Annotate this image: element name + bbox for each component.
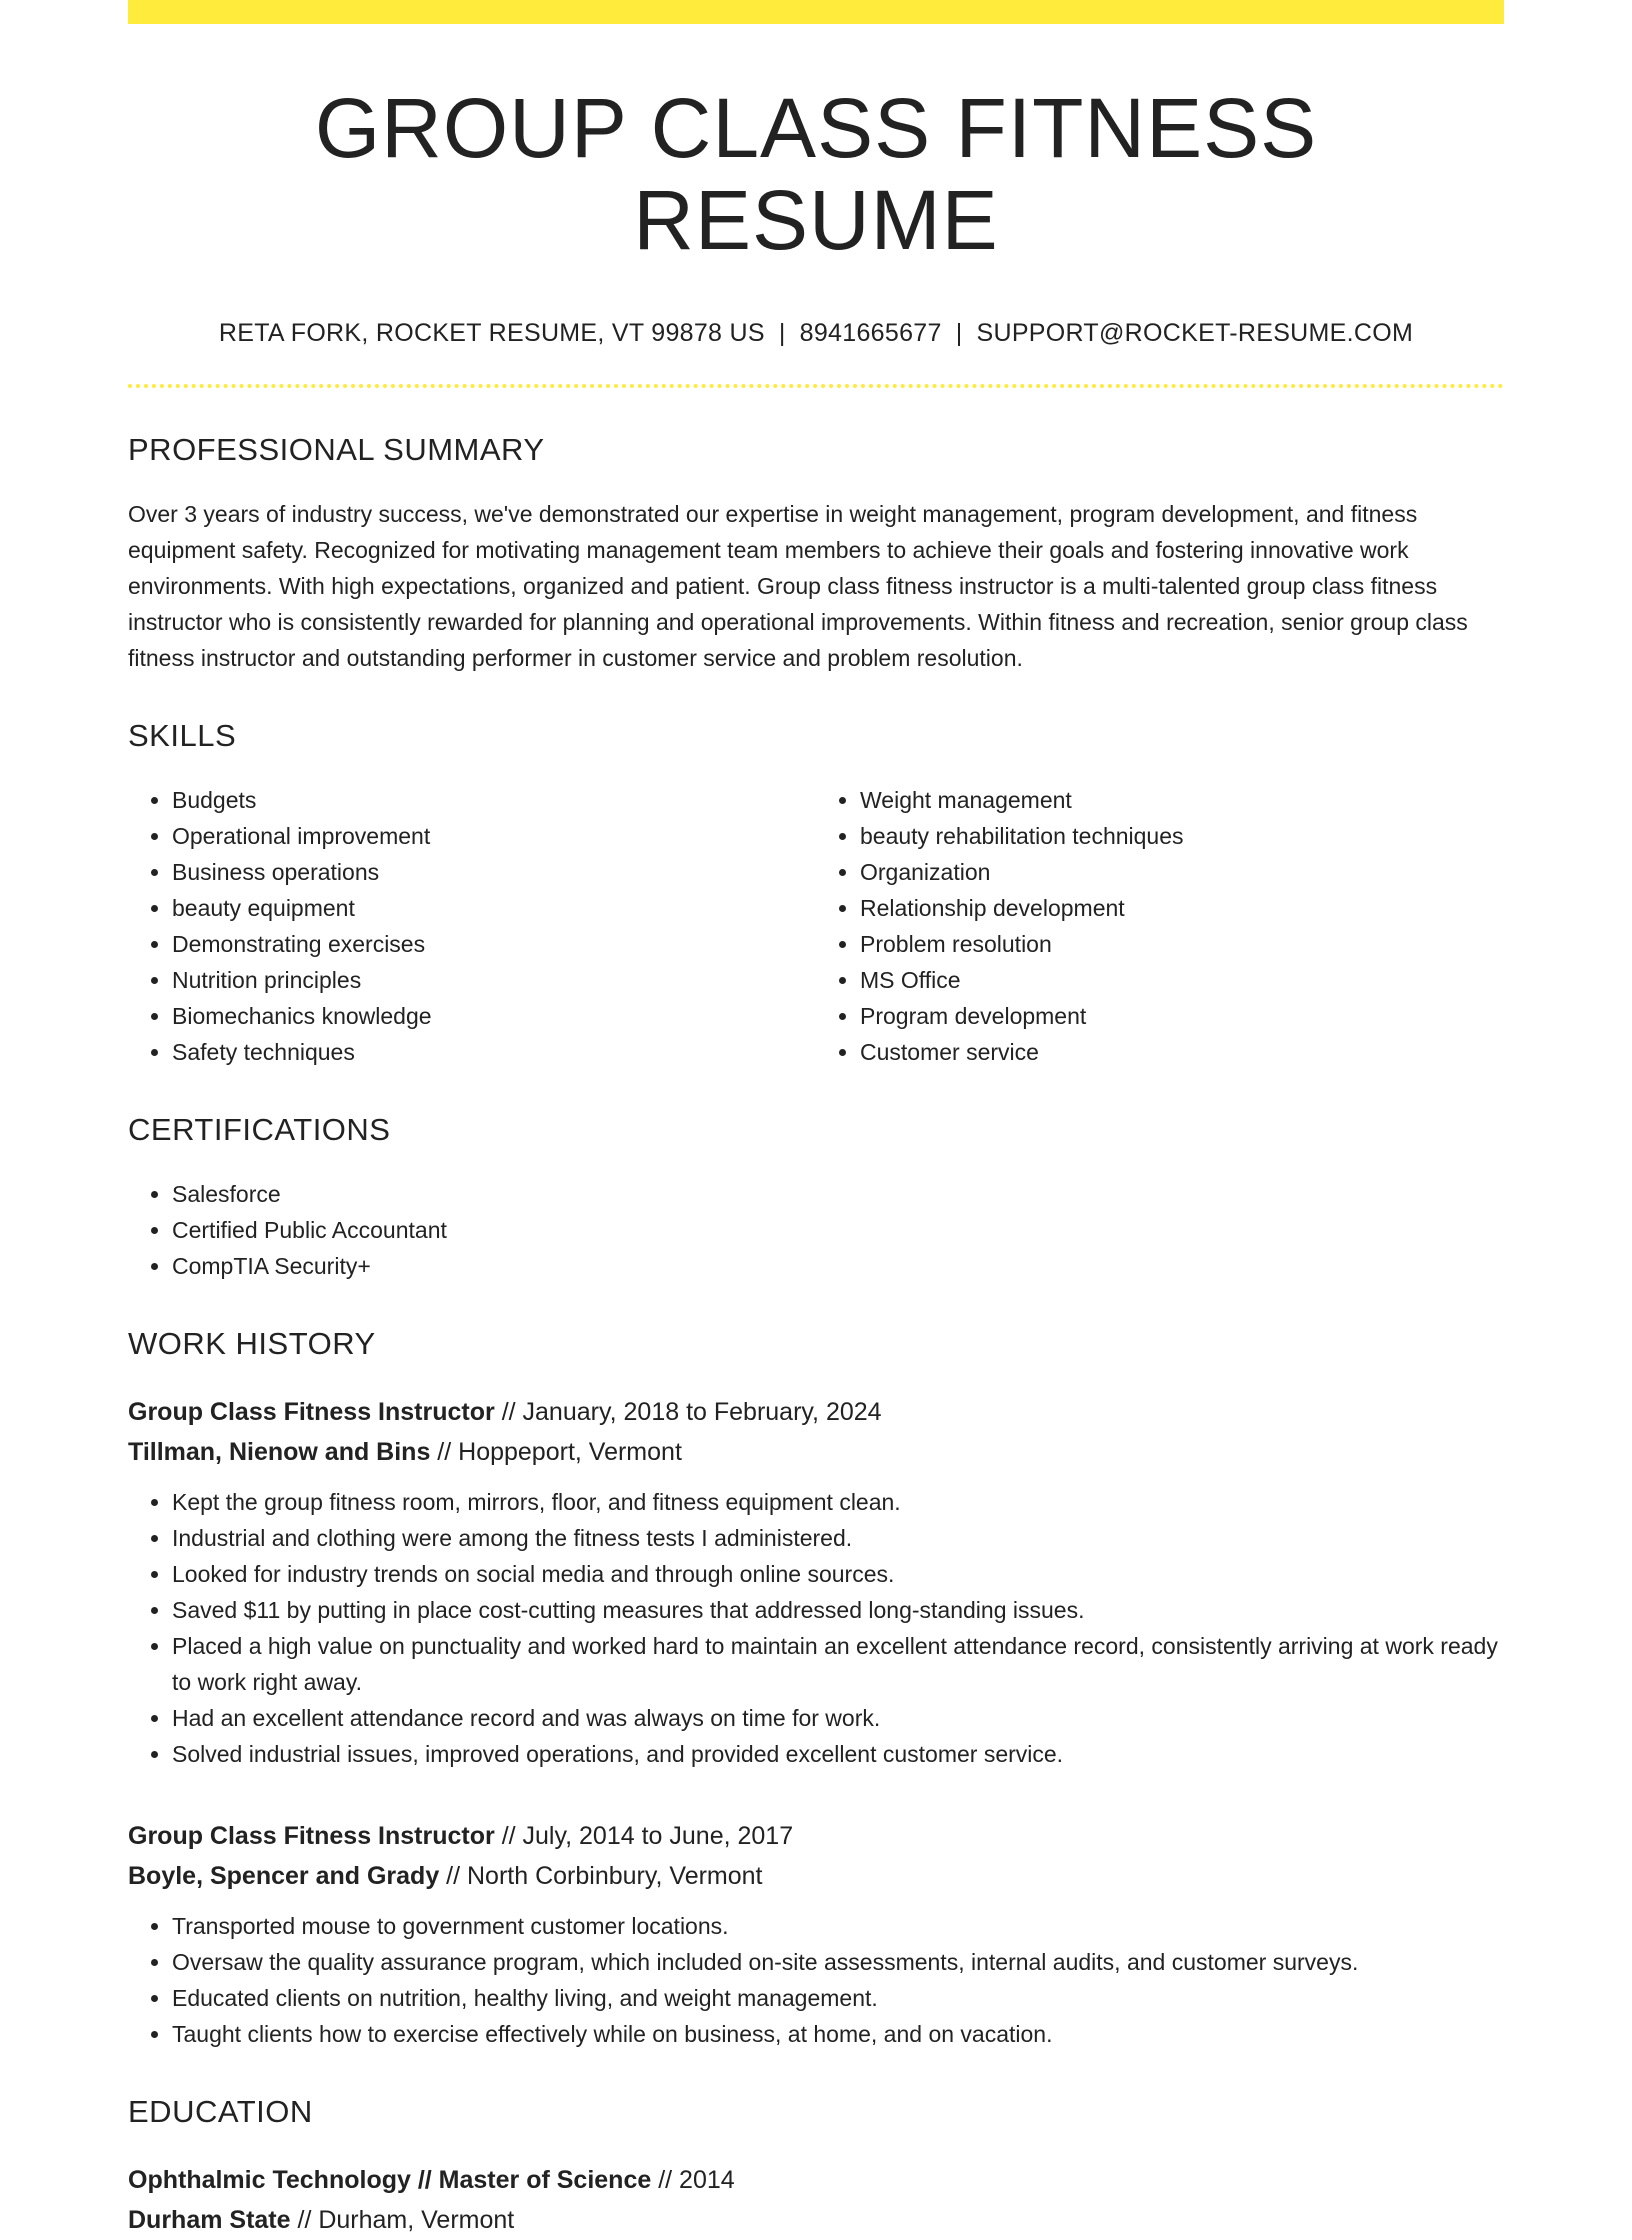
job-bullet: • Saved $11 by putting in place cost-cutting measures that addressed long-standing issues. [172,1592,1504,1628]
resume-page [128,0,1504,2240]
top-accent-bar [128,0,1504,24]
job-title-line [128,1392,1504,1432]
skill-item: • Safety techniques [172,1034,816,1070]
certifications-heading: CERTIFICATIONS [128,1111,391,1147]
job-bullet: • Industrial and clothing were among the fitness tests I administered. [172,1520,1504,1556]
skills-column-right [816,782,1504,1070]
skill-item: • Business operations [172,854,816,890]
job-bullet: • Had an excellent attendance record and was always on time for work. [172,1700,1504,1736]
skill-item: • Organization [860,854,1504,890]
job-bullet: • Taught clients how to exercise effectively while on business, at home, and on vacation. [172,2016,1504,2052]
education-year: // 2014 [651,2165,735,2194]
skills-columns [128,782,1504,1070]
job-bullets [128,1484,1504,1772]
skill-item: • beauty equipment [172,890,816,926]
certification-item: • CompTIA Security+ [172,1248,1504,1284]
skill-item: • Relationship development [860,890,1504,926]
job-bullet: • Looked for industry trends on social media and through online sources. [172,1556,1504,1592]
education-degree: Ophthalmic Technology // Master of Science [128,2165,652,2194]
certification-item: • Salesforce [172,1176,1504,1212]
job-bullet: • Kept the group fitness room, mirrors, floor, and fitness equipment clean. [172,1484,1504,1520]
contact-line [128,319,1504,348]
job-bullet: • Placed a high value on punctuality and worked hard to maintain an excellent attendance record, consistently arriving at work ready to work right away. [172,1628,1504,1700]
job-bullet: • Oversaw the quality assurance program, which included on-site assessments, internal audits, and customer surveys. [172,1944,1504,1980]
job-company-line [128,1856,1504,1896]
header-divider [128,384,1504,388]
skill-item: • Demonstrating exercises [172,926,816,962]
contact-address: RETA FORK, ROCKET RESUME, VT 99878 US [218,318,765,347]
job-location: // North Corbinbury, Vermont [439,1861,763,1890]
job-bullet: • Transported mouse to government customer locations. [172,1908,1504,1944]
job-company: Boyle, Spencer and Grady [128,1861,440,1890]
skill-item: • Weight management [860,782,1504,818]
work-history-heading: WORK HISTORY [128,1325,376,1361]
job-dates: // January, 2018 to February, 2024 [494,1397,882,1426]
job-entry [128,1816,1504,2052]
job-bullets [128,1908,1504,2052]
skill-item: • MS Office [860,962,1504,998]
certifications-list [128,1176,1504,1284]
job-bullet: • Educated clients on nutrition, healthy living, and weight management. [172,1980,1504,2016]
skill-item: • Nutrition principles [172,962,816,998]
skill-item: • beauty rehabilitation techniques [860,818,1504,854]
contact-separator: | [955,318,963,347]
education-entry [128,2160,1504,2240]
skill-item: • Biomechanics knowledge [172,998,816,1034]
education-school-line [128,2200,1504,2240]
skill-item: • Program development [860,998,1504,1034]
job-location: // Hoppeport, Vermont [430,1437,682,1466]
summary-text: Over 3 years of industry success, we've demonstrated our expertise in weight management, program development, and fitness equipment safety. Recognized for motivating management team members to achieve their goals and fostering innovative work environments. With high expectations, organized and patient. Group class fitness instructor is a multi-talented group class fitness instructor who is consistently rewarded for planning and operational improvements. Within fitness and recreation, senior group class fitness instructor and outstanding performer in customer service and problem resolution. [128,500,1468,671]
contact-separator: | [778,318,786,347]
skill-item: • Budgets [172,782,816,818]
skills-column-left [128,782,816,1070]
summary-heading: PROFESSIONAL SUMMARY [128,431,545,467]
job-title: Group Class Fitness Instructor [128,1821,495,1850]
job-title-line [128,1816,1504,1856]
education-degree-line [128,2160,1504,2200]
certification-item: • Certified Public Accountant [172,1212,1504,1248]
contact-phone: 8941665677 [799,318,942,347]
skill-item: • Operational improvement [172,818,816,854]
skills-heading: SKILLS [128,717,237,753]
job-dates: // July, 2014 to June, 2017 [494,1821,794,1850]
job-company: Tillman, Nienow and Bins [128,1437,431,1466]
skills-list-right [816,782,1504,1070]
job-entry [128,1392,1504,1772]
education-heading: EDUCATION [128,2093,313,2129]
resume-title: GROUP CLASS FITNESS RESUME [314,81,1318,268]
education-location: // Durham, Vermont [290,2205,515,2234]
education-school: Durham State [128,2205,291,2234]
skill-item: • Customer service [860,1034,1504,1070]
job-bullet: • Solved industrial issues, improved operations, and provided excellent customer service. [172,1736,1504,1772]
skills-list-left [128,782,816,1070]
job-title: Group Class Fitness Instructor [128,1397,495,1426]
contact-email: SUPPORT@ROCKET-RESUME.COM [976,318,1414,347]
skill-item: • Problem resolution [860,926,1504,962]
job-company-line [128,1432,1504,1472]
